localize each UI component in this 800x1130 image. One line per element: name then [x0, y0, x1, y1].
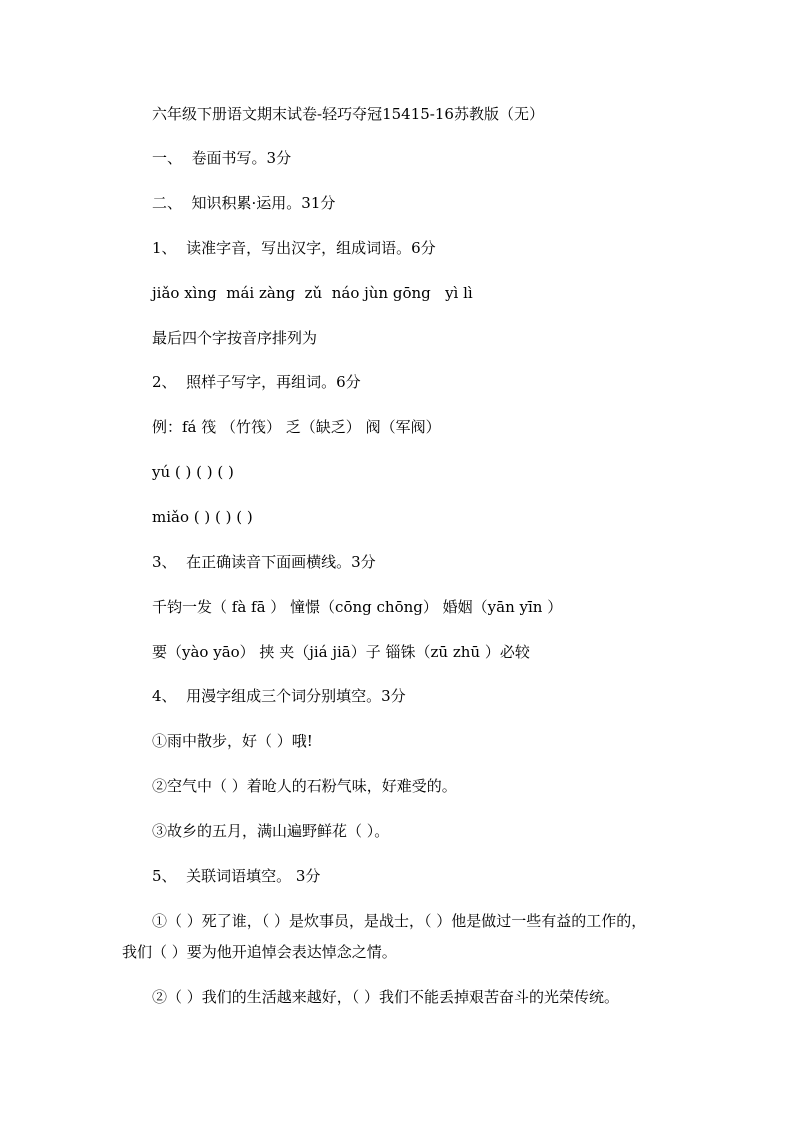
question-4-item-1: ①雨中散步，好（ ）哦! — [152, 732, 313, 750]
question-5-item-1-continued: 我们（ ）要为他开追悼会表达悼念之情。 — [122, 943, 397, 961]
question-5-heading: 5、 关联词语填空。 3分 — [152, 867, 321, 885]
question-4-item-2: ②空气中（ ）着呛人的石粉气味，好难受的。 — [152, 777, 457, 795]
question-1-heading: 1、 读准字音，写出汉字，组成词语。6分 — [152, 239, 436, 257]
question-4-item-3: ③故乡的五月，满山遍野鲜花（ ）。 — [152, 822, 390, 840]
question-2-example: 例：fá 筏 （竹筏） 乏（缺乏） 阀（军阀） — [152, 418, 441, 436]
question-4-heading: 4、 用漫字组成三个词分别填空。3分 — [152, 687, 406, 705]
question-2-heading: 2、 照样子写字，再组词。6分 — [152, 373, 361, 391]
question-3-row-2: 要（yào yāo） 挟 夹（jiá jiā）子 锱铢（zū zhū ）必较 — [152, 643, 530, 661]
section-1-heading: 一、 卷面书写。3分 — [152, 149, 292, 167]
question-2-row-yu: yú ( ) ( ) ( ) — [152, 463, 234, 481]
question-5-item-2: ②（ ）我们的生活越来越好，（ ）我们不能丢掉艰苦奋斗的光荣传统。 — [152, 988, 620, 1006]
question-1-pinyin: jiǎo xìng mái zàng zǔ náo jùn gōng yì lì — [152, 284, 473, 302]
question-3-heading: 3、 在正确读音下面画横线。3分 — [152, 553, 376, 571]
section-2-heading: 二、 知识积累·运用。31分 — [152, 194, 336, 212]
question-5-item-1: ①（ ）死了谁，（ ）是炊事员，是战士，（ ）他是做过一些有益的工作的， — [152, 912, 647, 930]
question-1-note: 最后四个字按音序排列为 — [152, 329, 318, 347]
question-3-row-1: 千钧一发（ fà fā ） 憧憬（cōng chōng） 婚姻（yān yīn ） — [152, 598, 563, 616]
question-2-row-miao: miǎo ( ) ( ) ( ) — [152, 508, 253, 526]
document-title: 六年级下册语文期末试卷-轻巧夺冠15415-16苏教版（无） — [152, 105, 544, 123]
